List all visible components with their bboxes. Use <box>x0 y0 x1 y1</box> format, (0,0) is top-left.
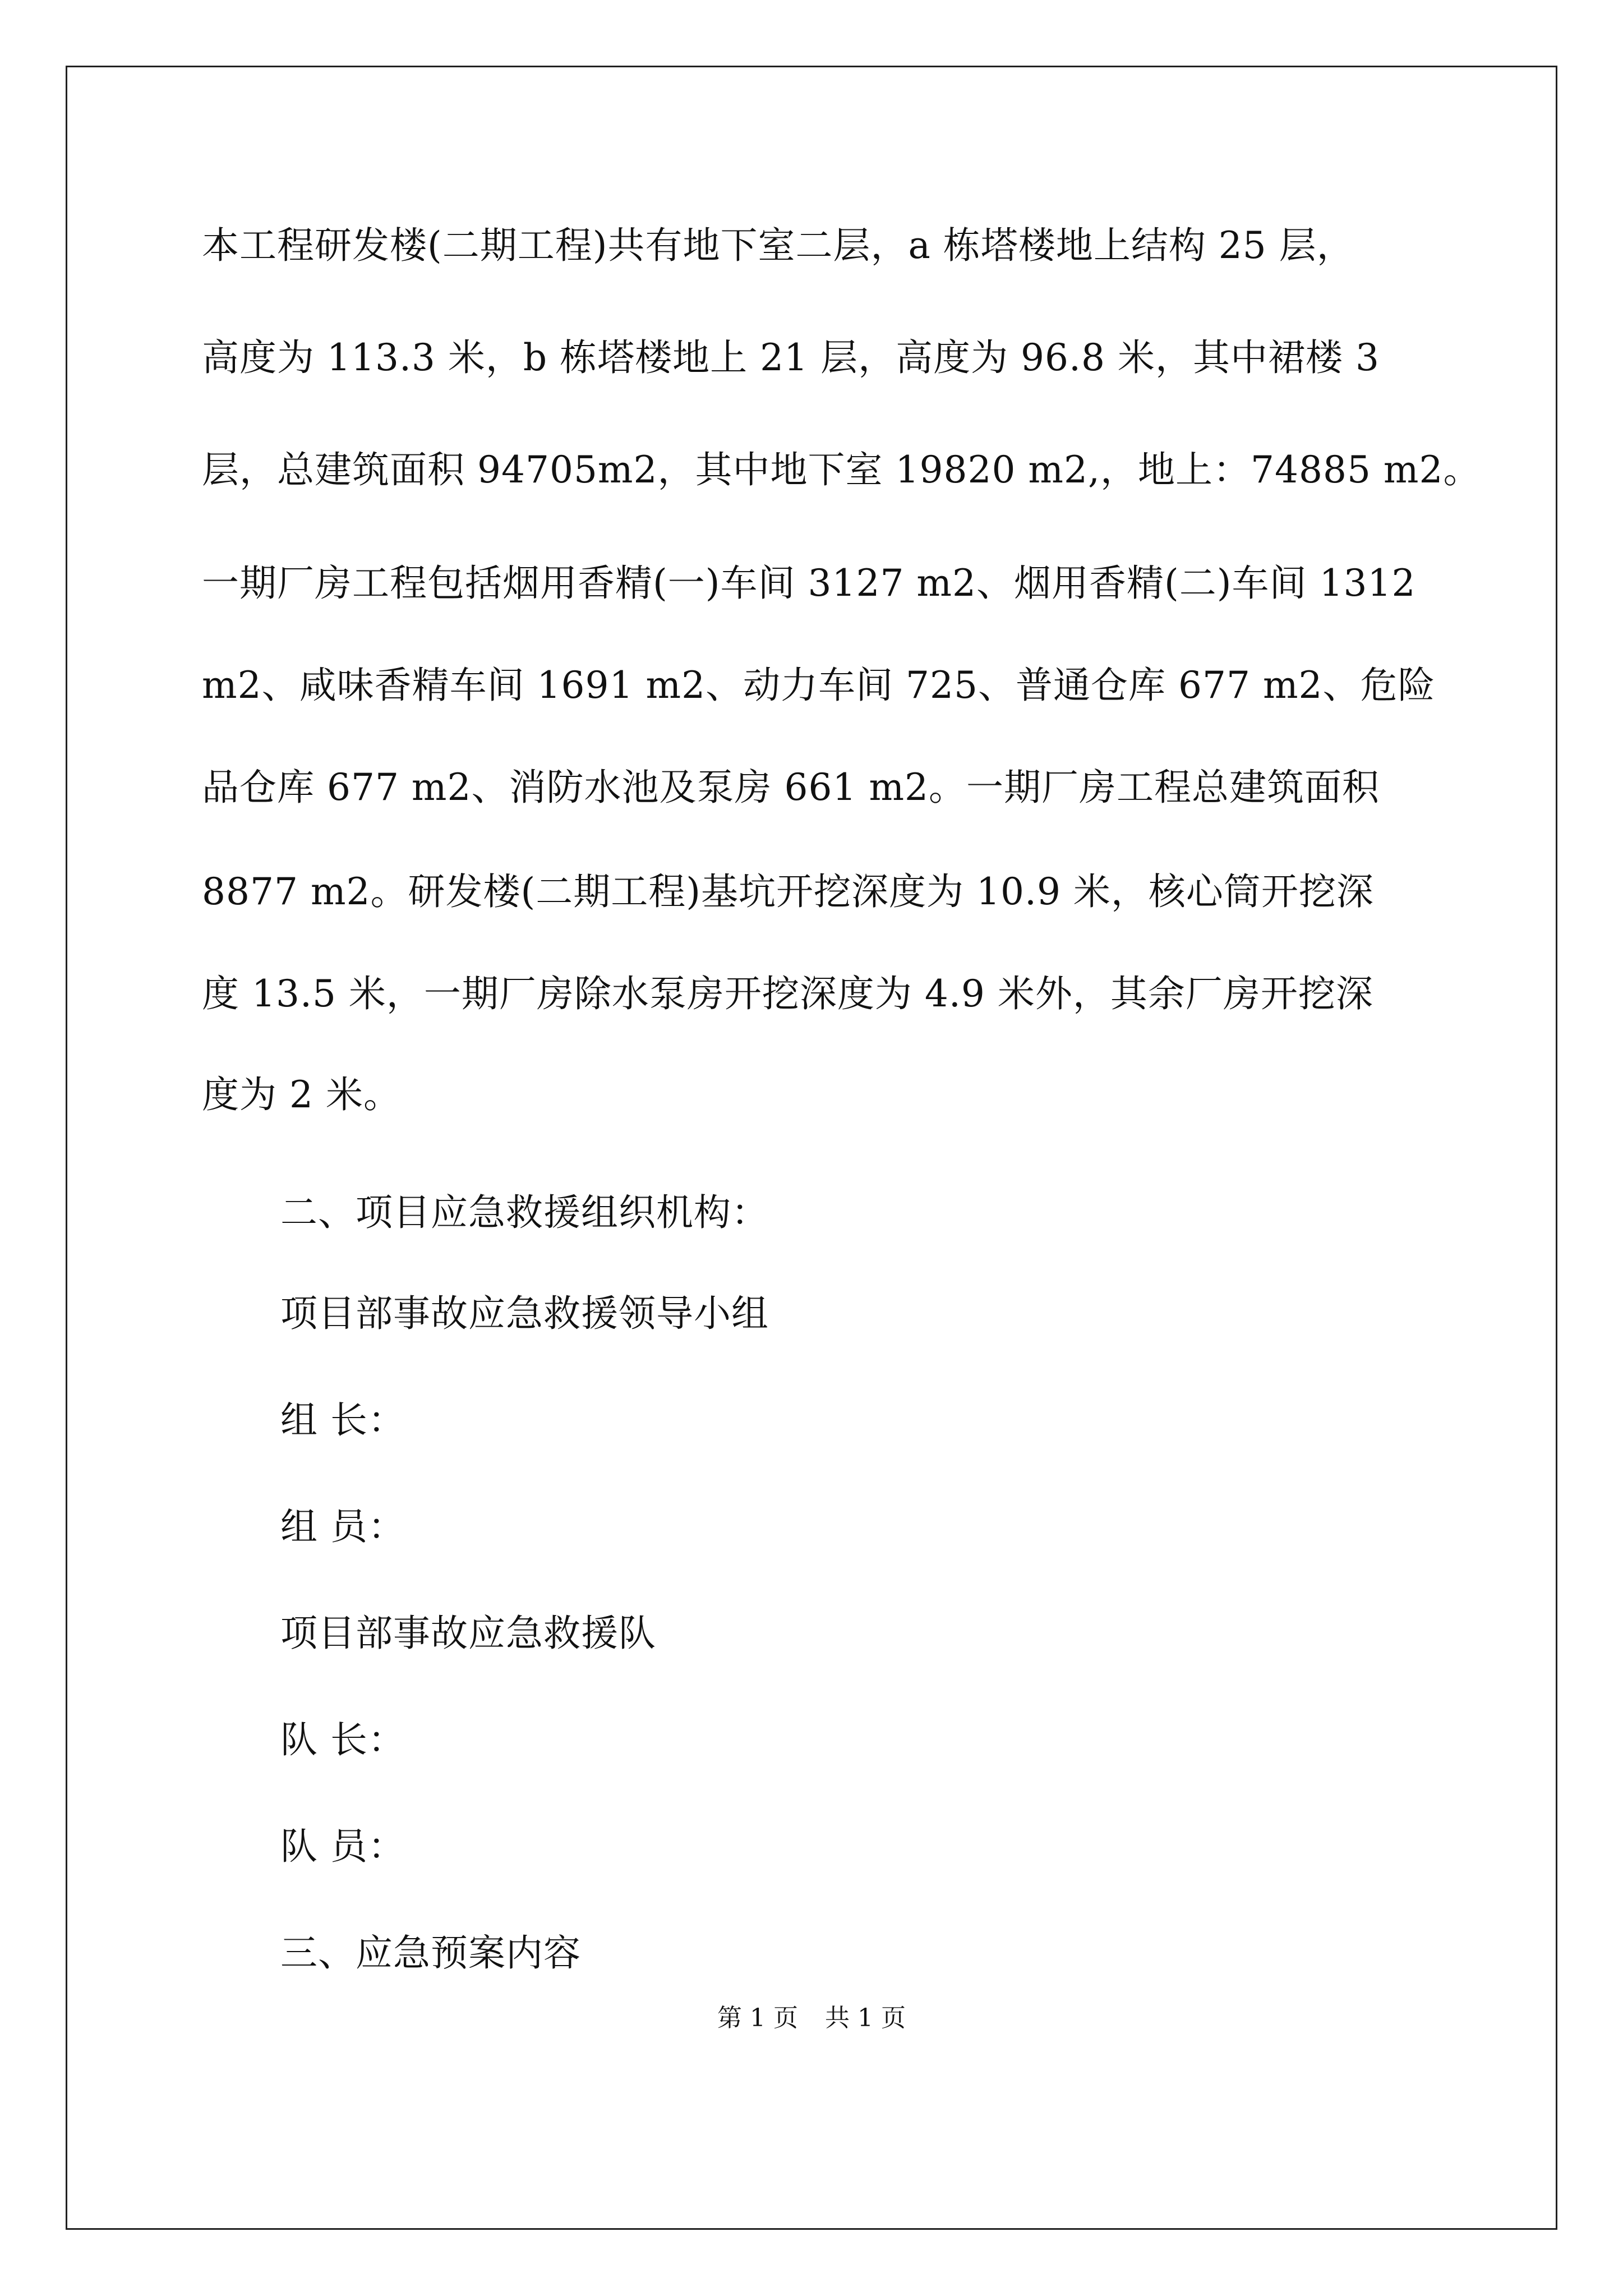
page-footer <box>0 2003 1623 2034</box>
paragraph-line: 层，总建筑面积 94705m2，其中地下室 19820 m2,，地上：74885 m2。 <box>202 448 1481 491</box>
team-leader-label: 队 长： <box>280 1718 405 1761</box>
page-total: 共 1 页 <box>825 2004 906 2032</box>
paragraph-line: 本工程研发楼(二期工程)共有地下室二层，a 栋塔楼地上结构 25 层， <box>202 224 1354 267</box>
section-heading: 二、项目应急救援组织机构： <box>280 1191 769 1234</box>
page-number: 第 1 页 <box>717 2004 798 2032</box>
group-title: 项目部事故应急救援领导小组 <box>280 1292 769 1335</box>
section-heading: 三、应急预案内容 <box>280 1931 581 1975</box>
paragraph-line: 品仓库 677 m2、消防水池及泵房 661 m2。一期厂房工程总建筑面积 <box>202 766 1380 809</box>
paragraph-line: 一期厂房工程包括烟用香精(一)车间 3127 m2、烟用香精(二)车间 1312 <box>202 562 1416 605</box>
paragraph-line: m2、咸味香精车间 1691 m2、动力车间 725、普通仓库 677 m2、危险 <box>202 664 1436 707</box>
page-border <box>66 66 1557 2230</box>
paragraph-line: 高度为 113.3 米，b 栋塔楼地上 21 层，高度为 96.8 米，其中裙楼 3 <box>202 336 1380 379</box>
paragraph-line: 8877 m2。研发楼(二期工程)基坑开挖深度为 10.9 米，核心筒开挖深 <box>202 870 1374 913</box>
team-title: 项目部事故应急救援队 <box>280 1612 656 1655</box>
paragraph-line: 度为 2 米。 <box>202 1073 401 1116</box>
group-member-label: 组 员： <box>280 1505 405 1548</box>
team-member-label: 队 员： <box>280 1825 405 1868</box>
paragraph-line: 度 13.5 米，一期厂房除水泵房开挖深度为 4.9 米外，其余厂房开挖深 <box>202 972 1373 1015</box>
group-leader-label: 组 长： <box>280 1398 405 1442</box>
